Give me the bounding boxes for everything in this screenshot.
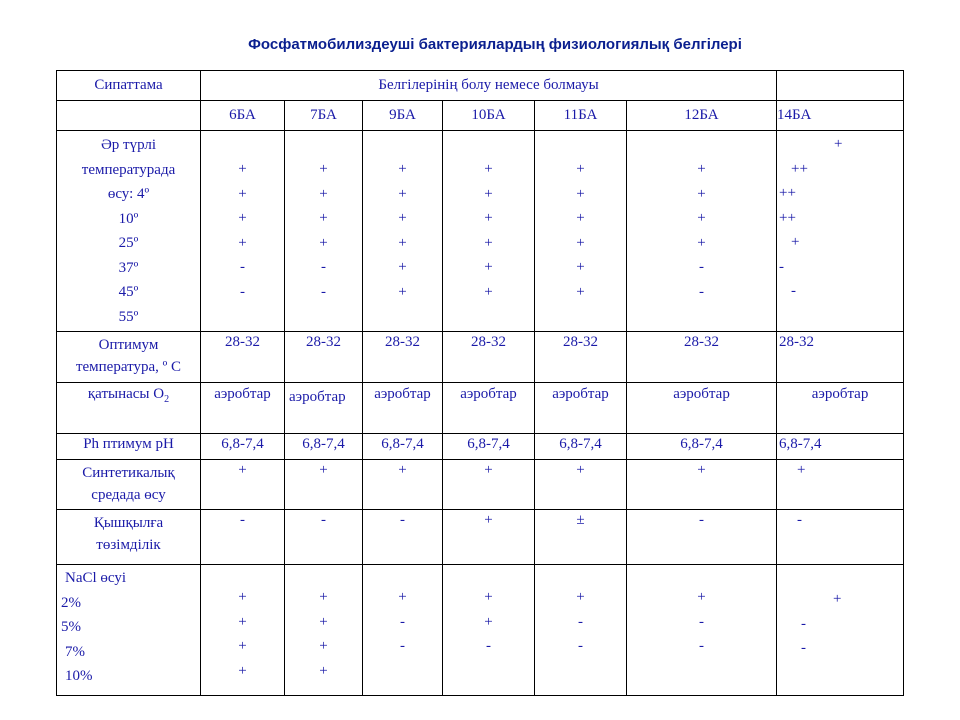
oxygen-cell: аэробтар	[627, 383, 777, 433]
acid-cell: -	[201, 510, 285, 565]
ph-label: Ph птимум pH	[57, 433, 201, 459]
oxygen-cell: аэробтар	[777, 383, 904, 433]
temperature-cell: + + + + - -	[201, 131, 285, 332]
ph-cell: 6,8-7,4	[535, 433, 627, 459]
nacl-cell: + + + +	[285, 565, 363, 696]
strain-header: 9БА	[363, 101, 443, 131]
strain-header: 14БА	[777, 101, 904, 131]
oxygen-cell: аэробтар	[535, 383, 627, 433]
table-row-oxygen	[57, 383, 904, 433]
optimum-cell: 28-32	[627, 332, 777, 383]
strain-header: 11БА	[535, 101, 627, 131]
acid-label: Қышқылға төзімділік	[57, 510, 201, 565]
ph-cell: 6,8-7,4	[627, 433, 777, 459]
ph-cell: 6,8-7,4	[443, 433, 535, 459]
oxygen-cell: аэробтар	[201, 383, 285, 433]
page-title: Фосфатмобилиздеуші бактериялардың физиологиялық белгілері	[248, 36, 742, 53]
table-row-nacl	[57, 565, 904, 696]
nacl-cell: + - -	[535, 565, 627, 696]
strain-header: 10БА	[443, 101, 535, 131]
synthetic-cell: +	[201, 459, 285, 509]
optimum-cell: 28-32	[443, 332, 535, 383]
acid-cell: -	[363, 510, 443, 565]
oxygen-cell: аэробтар	[363, 383, 443, 433]
table-row-ph	[57, 433, 904, 459]
optimum-cell: 28-32	[363, 332, 443, 383]
temperature-cell: + + + + - -	[285, 131, 363, 332]
ph-cell: 6,8-7,4	[363, 433, 443, 459]
acid-cell: ±	[535, 510, 627, 565]
header-group: Белгілерінің болу немесе болмауы	[201, 71, 777, 101]
nacl-cell: + + + +	[201, 565, 285, 696]
temperature-label: Әр түрлі температурада өсу: 4º 10º 25º 37º 45º 55º	[57, 131, 201, 332]
nacl-cell: + - -	[363, 565, 443, 696]
optimum-cell: 28-32	[777, 332, 904, 383]
oxygen-cell: аэробтар	[285, 383, 363, 433]
oxygen-cell: аэробтар	[443, 383, 535, 433]
temperature-cell: + + + + + +	[535, 131, 627, 332]
synthetic-cell: +	[777, 459, 904, 509]
nacl-label: NaCl өсуі 2% 5% 7% 10%	[57, 565, 201, 696]
strain-header: 12БА	[627, 101, 777, 131]
optimum-cell: 28-32	[285, 332, 363, 383]
strain-header: 6БА	[201, 101, 285, 131]
synthetic-cell: +	[443, 459, 535, 509]
optimum-cell: 28-32	[201, 332, 285, 383]
acid-cell: +	[443, 510, 535, 565]
nacl-cell: + - -	[777, 565, 904, 696]
synthetic-cell: +	[285, 459, 363, 509]
acid-cell: -	[627, 510, 777, 565]
ph-cell: 6,8-7,4	[285, 433, 363, 459]
optimum-label: Оптимум температура, º С	[57, 332, 201, 383]
synthetic-label: Синтетикалық средада өсу	[57, 459, 201, 509]
nacl-cell: + + -	[443, 565, 535, 696]
header-description: Сипаттама	[57, 71, 201, 101]
acid-cell: -	[777, 510, 904, 565]
ph-cell: 6,8-7,4	[777, 433, 904, 459]
nacl-cell: + - -	[627, 565, 777, 696]
temperature-cell: + + + + + +	[443, 131, 535, 332]
header-empty	[777, 71, 904, 101]
temperature-cell: + + + + + +	[363, 131, 443, 332]
header-empty-sub	[57, 101, 201, 131]
table-row-acid	[57, 510, 904, 565]
synthetic-cell: +	[535, 459, 627, 509]
oxygen-label: қатынасы $О_2$	[57, 383, 201, 433]
temperature-cell: + + + + - -	[627, 131, 777, 332]
acid-cell: -	[285, 510, 363, 565]
characteristics-table	[56, 70, 904, 696]
ph-cell: 6,8-7,4	[201, 433, 285, 459]
synthetic-cell: +	[627, 459, 777, 509]
synthetic-cell: +	[363, 459, 443, 509]
table-row-temperature	[57, 131, 904, 332]
table-row-optimum	[57, 332, 904, 383]
optimum-cell: 28-32	[535, 332, 627, 383]
temperature-cell: + ++ ++ ++ + - -	[777, 131, 904, 332]
strain-header: 7БА	[285, 101, 363, 131]
table-row-synthetic	[57, 459, 904, 509]
